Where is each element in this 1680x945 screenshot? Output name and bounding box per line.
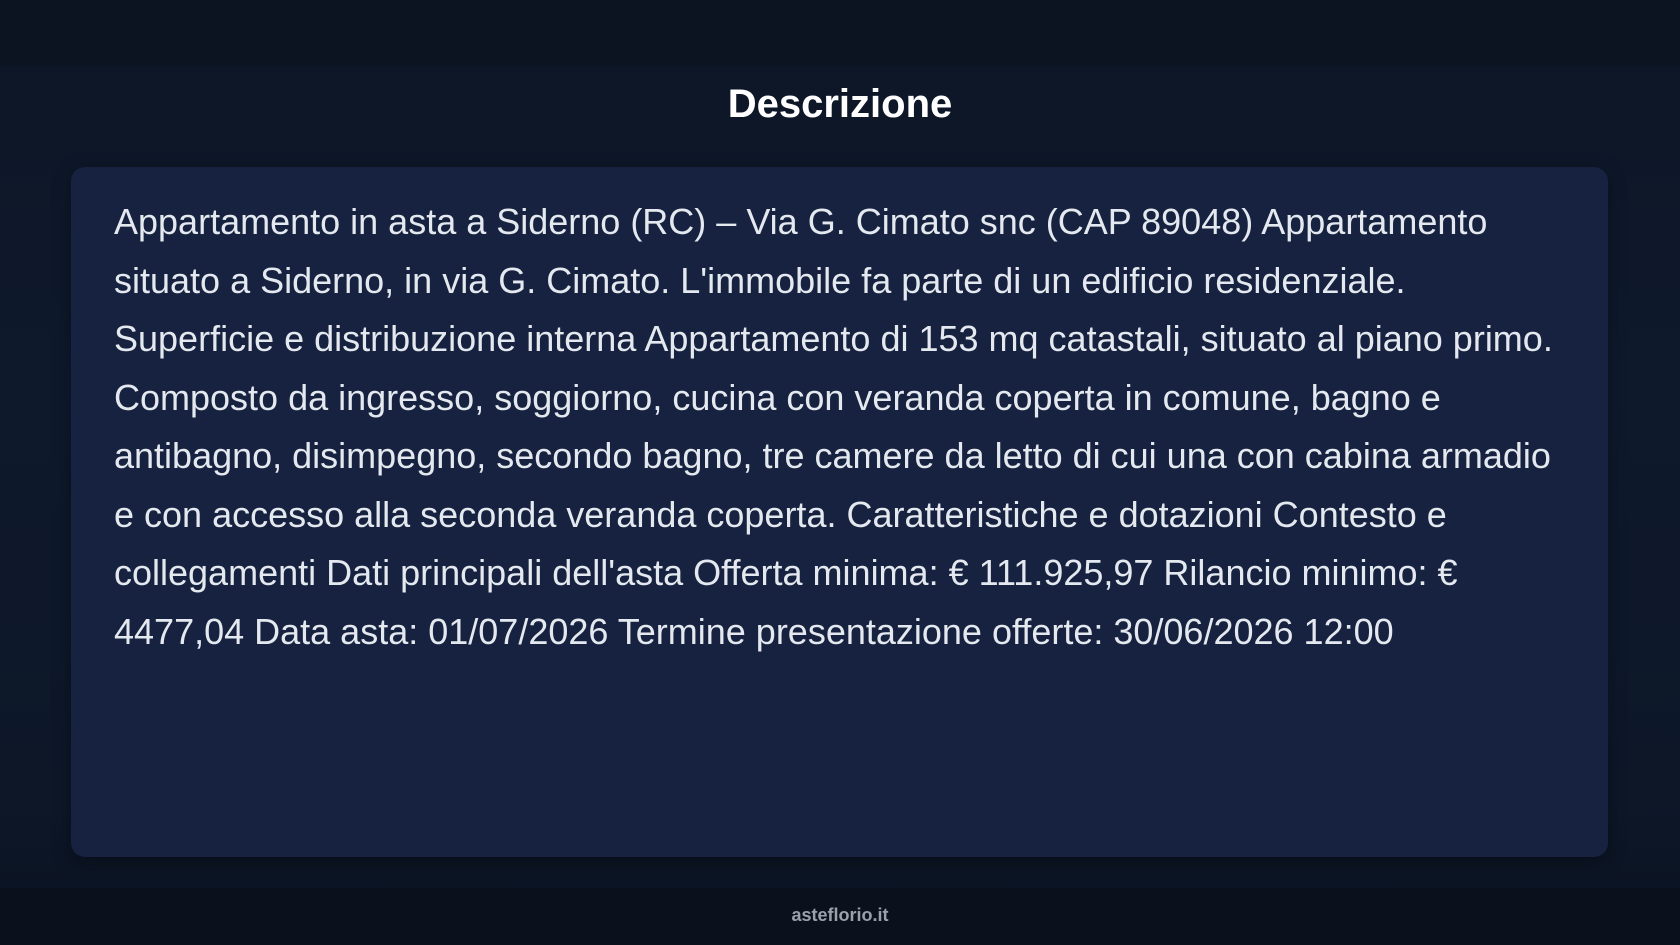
top-bar bbox=[0, 0, 1680, 66]
description-card bbox=[71, 167, 1608, 857]
description-text: Appartamento in asta a Siderno (RC) – Via G. Cimato snc (CAP 89048) Appartamento situato a Siderno, in via G. Cimato. L'immobile fa parte di un edificio residenziale. Superficie e distribuzione interna Appartamento di 153 mq catastali, situato al piano primo. Composto da ingresso, soggiorno, cucina con veranda coperta in comune, bagno e antibagno, disimpegno, secondo bagno, tre camere da letto di cui una con cabina armadio e con accesso alla seconda veranda coperta. Caratteristiche e dotazioni Contesto e collegamenti Dati principali dell'asta Offerta minima: € 111.925,97 Rilancio minimo: € 4477,04 Data asta: 01/07/2026 Termine presentazione offerte: 30/06/2026 12:00 bbox=[114, 201, 1553, 652]
footer-site-name: asteflorio.it bbox=[791, 905, 889, 925]
section-title: Descrizione bbox=[727, 82, 953, 126]
